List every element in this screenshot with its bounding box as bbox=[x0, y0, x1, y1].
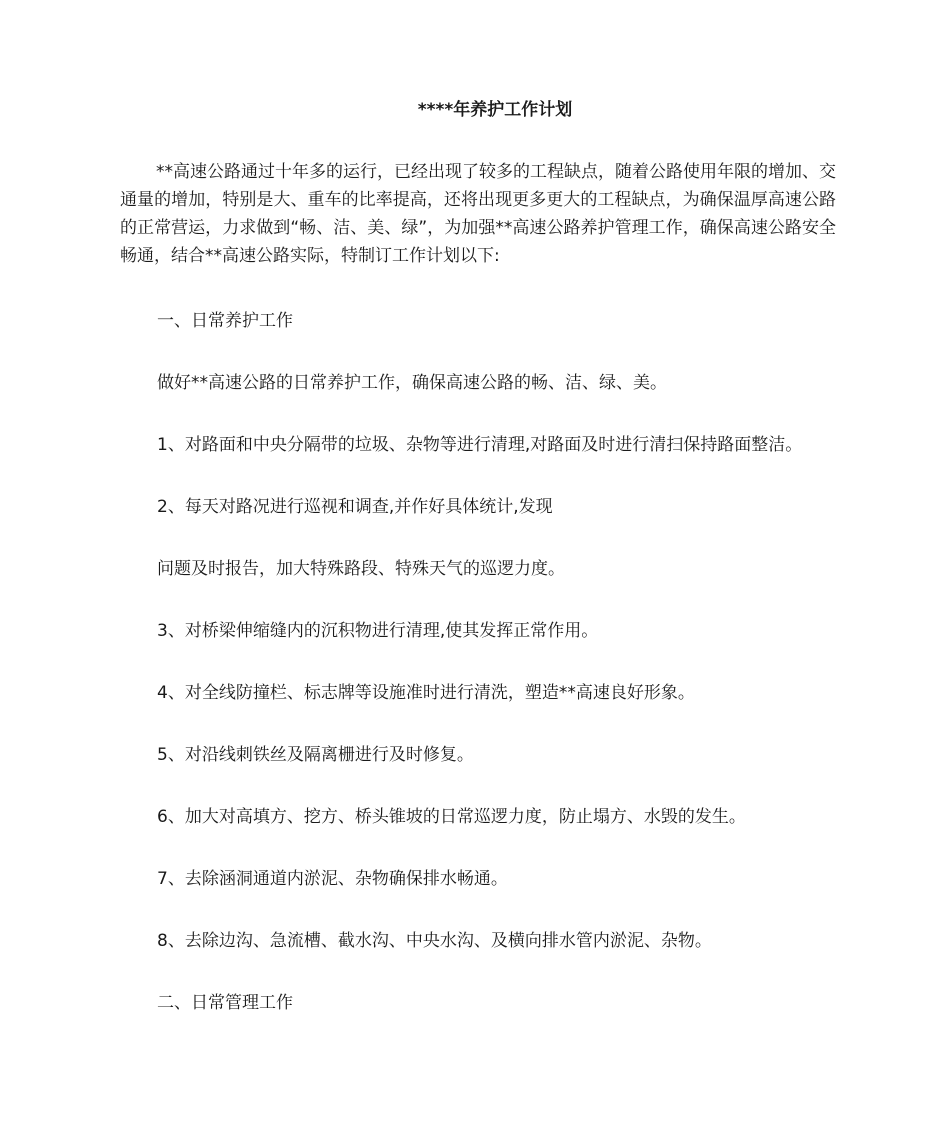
list-item: 7、去除涵洞通道内淤泥、杂物确保排水畅通。 bbox=[157, 869, 508, 889]
list-item: 8、去除边沟、急流槽、截水沟、中央水沟、及横向排水管内淤泥、杂物。 bbox=[157, 931, 712, 951]
list-item: 1、对路面和中央分隔带的垃圾、杂物等进行清理,对路面及时进行清扫保持路面整洁。 bbox=[157, 435, 803, 455]
list-item: 5、对沿线刺铁丝及隔离栅进行及时修复。 bbox=[157, 745, 474, 765]
list-item-continuation: 问题及时报告，加大特殊路段、特殊天气的巡逻力度。 bbox=[157, 559, 565, 579]
list-item: 2、每天对路况进行巡视和调查,并作好具体统计,发现 bbox=[157, 497, 553, 517]
intro-paragraph: **高速公路通过十年多的运行，已经出现了较多的工程缺点，随着公路使用年限的增加、交通量的增加，特别是大、重车的比率提高，还将出现更多更大的工程缺点，为确保温厚高速公路的正常营运，力求做到“畅、洁、美、绿”，为加强**高速公路养护管理工作，确保高速公路安全畅通，结合**高速公路实际，特制订工作计划以下: bbox=[120, 162, 836, 266]
section-heading-daily-management: 二、日常管理工作 bbox=[157, 993, 293, 1013]
list-item: 6、加大对高填方、挖方、桥头锥坡的日常巡逻力度，防止塌方、水毁的发生。 bbox=[157, 807, 746, 827]
document-title: ****年养护工作计划 bbox=[417, 100, 573, 120]
section-summary: 做好**高速公路的日常养护工作，确保高速公路的畅、洁、绿、美。 bbox=[157, 373, 667, 393]
list-item: 4、对全线防撞栏、标志牌等设施准时进行清洗，塑造**高速良好形象。 bbox=[157, 683, 695, 703]
list-item: 3、对桥梁伸缩缝内的沉积物进行清理,使其发挥正常作用。 bbox=[157, 621, 599, 641]
section-heading-daily-maintenance: 一、日常养护工作 bbox=[157, 311, 293, 331]
